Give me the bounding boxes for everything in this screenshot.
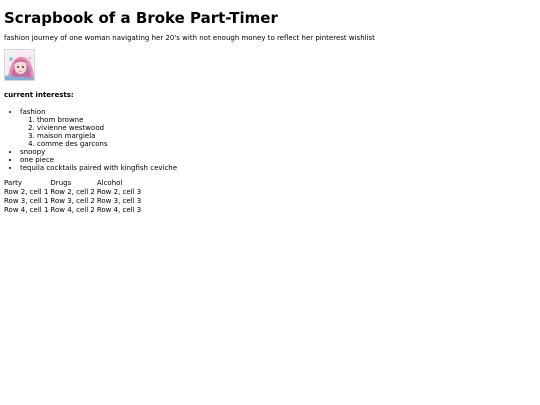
table-cell: Row 2, cell 3 xyxy=(96,188,142,196)
interest-item-fashion xyxy=(20,108,177,148)
interest-label: fashion xyxy=(20,108,46,116)
brand-item: 2. vivienne westwood xyxy=(37,124,177,132)
brand-item: 1. thom browne xyxy=(37,116,177,124)
interest-item-tequila: • tequila cocktails paired with kingfish ceviche xyxy=(20,164,177,172)
column-header: Drugs xyxy=(50,179,72,187)
table-row xyxy=(4,188,141,196)
table-cell: Row 3, cell 1 xyxy=(4,197,49,205)
table-cell: Row 4, cell 1 xyxy=(4,206,49,214)
interests-heading: current interests: xyxy=(4,91,74,99)
table-row xyxy=(4,197,141,205)
anime-girl-thumbnail xyxy=(4,49,35,81)
table-header-row xyxy=(4,179,141,187)
table-cell: Row 3, cell 2 xyxy=(50,197,95,205)
column-header: Party xyxy=(4,179,22,187)
party-table xyxy=(2,178,143,215)
table-cell: Row 4, cell 3 xyxy=(96,206,142,214)
table-cell: Row 2, cell 2 xyxy=(50,188,95,196)
fashion-brands-list xyxy=(20,116,177,148)
table-cell: Row 2, cell 1 xyxy=(4,188,49,196)
anime-girl-thumbnail-graphic xyxy=(5,50,35,81)
brand-item: 4. comme des garcons xyxy=(37,140,177,148)
interest-item-snoopy: • snoopy xyxy=(20,148,177,156)
table-row xyxy=(4,206,141,214)
interest-item-one-piece: • one piece xyxy=(20,156,177,164)
column-header: Alcohol xyxy=(96,179,123,187)
page-title: Scrapbook of a Broke Part-Timer xyxy=(4,9,278,27)
table-cell: Row 3, cell 3 xyxy=(96,197,142,205)
interests-list xyxy=(20,108,177,172)
table-cell: Row 4, cell 2 xyxy=(50,206,95,214)
brand-item: 3. maison margiela xyxy=(37,132,177,140)
page-tagline: fashion journey of one woman navigating her 20's with not enough money to reflect her pinterest wishlist xyxy=(4,34,375,42)
